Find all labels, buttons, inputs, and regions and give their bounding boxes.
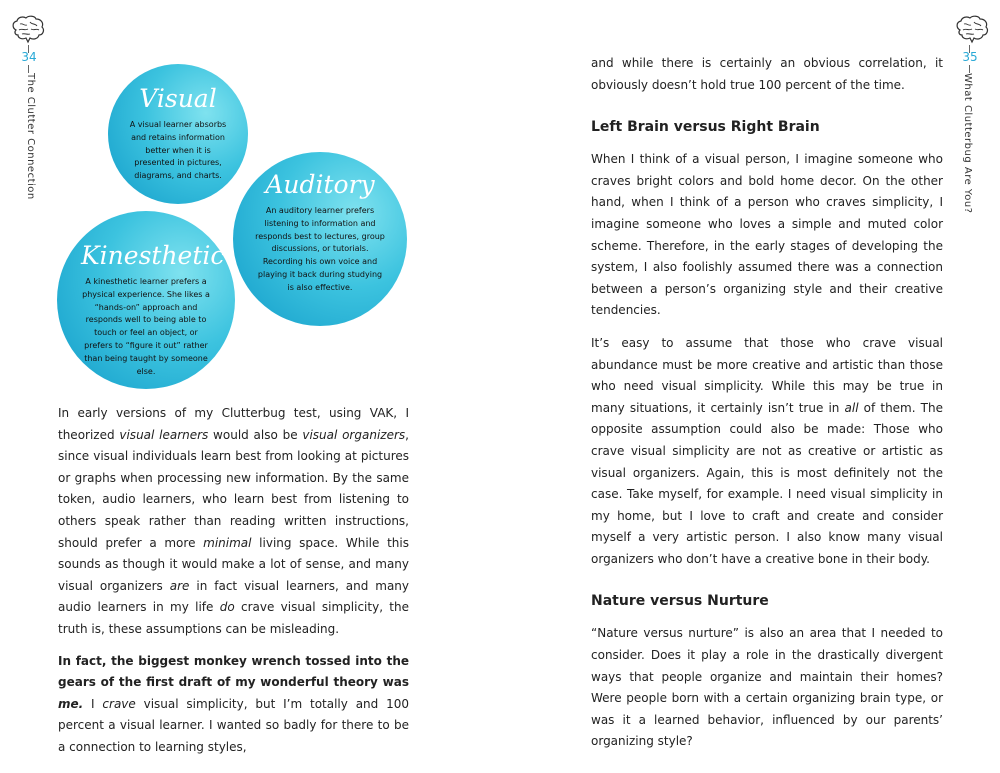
circle-text: An auditory learner prefers listening to information and responds best to lectures, group discussions, or tutorials. Recording his own voice and playing it back during studying is also effective. xyxy=(255,206,385,292)
text-run-italic: crave xyxy=(102,696,136,711)
text-run: crave visual simplicity, the truth is, these assumptions can be misleading. xyxy=(58,600,410,636)
left-body-text xyxy=(58,403,409,759)
section-heading: Left Brain versus Right Brain xyxy=(591,119,820,136)
text-run-italic: visual learners xyxy=(119,427,209,442)
text-run: visual simplicity, but I’m totally and 100 percent a visual learner. I wanted so badly for there to be a connection to learning styles, xyxy=(58,696,409,754)
text-run: living space. While this sounds as though it would make a lot of sense, and many visual organizers xyxy=(58,535,409,593)
brain-icon-right xyxy=(954,14,990,44)
text-run-bold: In fact, the biggest monkey wrench tossed into the gears of the first draft of my wonderful theory was xyxy=(58,653,409,690)
text-run-italic: do xyxy=(219,600,235,615)
running-header-left: The Clutter Connection xyxy=(25,73,36,200)
section-heading: Nature versus Nurture xyxy=(591,593,769,610)
text-run-italic: all xyxy=(844,400,859,415)
circle-title: Auditory xyxy=(265,170,375,199)
text-run: would also be xyxy=(208,427,303,442)
text-run: I xyxy=(83,696,103,711)
paragraph: and while there is certainly an obvious correlation, it obviously doesn’t hold true 100 percent of the time. xyxy=(591,56,943,92)
page-number-left: 34 xyxy=(21,50,37,64)
circle-text: A kinesthetic learner prefers a physical experience. She likes a “hands-on” approach and responds well to being able to touch or feel an object, or prefers to “figure it out” rather than being taught by someone else. xyxy=(82,277,210,376)
paragraph xyxy=(58,651,409,759)
page-number-tick xyxy=(28,65,29,73)
paragraph xyxy=(58,403,409,641)
text-run: In early versions of my Clutterbug test, using VAK, I theorized xyxy=(58,406,409,442)
text-run: in fact visual learners, and many audio learners in my life xyxy=(58,578,410,615)
paragraph: “Nature versus nurture” is also an area that I needed to consider. Does it play a role in the drastically divergent ways that people organize and maintain their homes? Were people born with a certain organizing brain type, or was it a learned behavior, influenced by our parents’ organizing style? xyxy=(591,626,943,749)
paragraph: When I think of a visual person, I imagine someone who craves bright colors and bold home decor. On the other hand, when I think of a person who craves simplicity, I imagine someone who loves a simple and muted color scheme. Therefore, in the early stages of developing the system, I also foolishly assumed there was a connection between a person’s organizing style and their creative tendencies. xyxy=(591,152,943,318)
text-run: , since visual individuals learn best from looking at pictures or graphs when processing new information. By the same token, audio learners, who learn best from listening to others speak rather than reading written instructions, should prefer a more xyxy=(58,427,409,550)
text-run-italic: are xyxy=(169,578,190,593)
text-run: of them. The opposite assumption could also be made: Those who crave visual simplicity are not as creative or artistic as visual organizers. Again, this is most definitely not the case. Take myself, for example. I need visual simplicity in my home, but I love to craft and create and consider myself a very artistic person. I also know many visual organizers who don’t have a creative bone in their body. xyxy=(591,400,943,566)
text-run-bold-italic: me. xyxy=(58,696,84,711)
circle-title: Kinesthetic xyxy=(81,241,225,270)
brain-icon-left xyxy=(10,14,46,44)
circle-text: A visual learner absorbs and retains information better when it is presented in pictures, diagrams, and charts. xyxy=(129,120,227,181)
paragraph xyxy=(591,333,943,571)
text-run-italic: minimal xyxy=(203,535,252,550)
running-header-right: What Clutterbug Are You? xyxy=(962,73,973,214)
page-number-right: 35 xyxy=(962,50,978,64)
auditory-learner-circle xyxy=(233,152,407,326)
right-body-text xyxy=(591,53,943,753)
visual-learner-circle xyxy=(108,64,248,204)
text-run: It’s easy to assume that those who crave visual abundance must be more creative and artistic than those who need visual simplicity. While this may be true in many situations, it certainly isn’t true in xyxy=(591,335,943,415)
kinesthetic-learner-circle xyxy=(57,211,235,389)
page-number-tick xyxy=(969,65,970,73)
circle-title: Visual xyxy=(139,84,217,113)
text-run-italic: visual organizers xyxy=(302,427,406,442)
